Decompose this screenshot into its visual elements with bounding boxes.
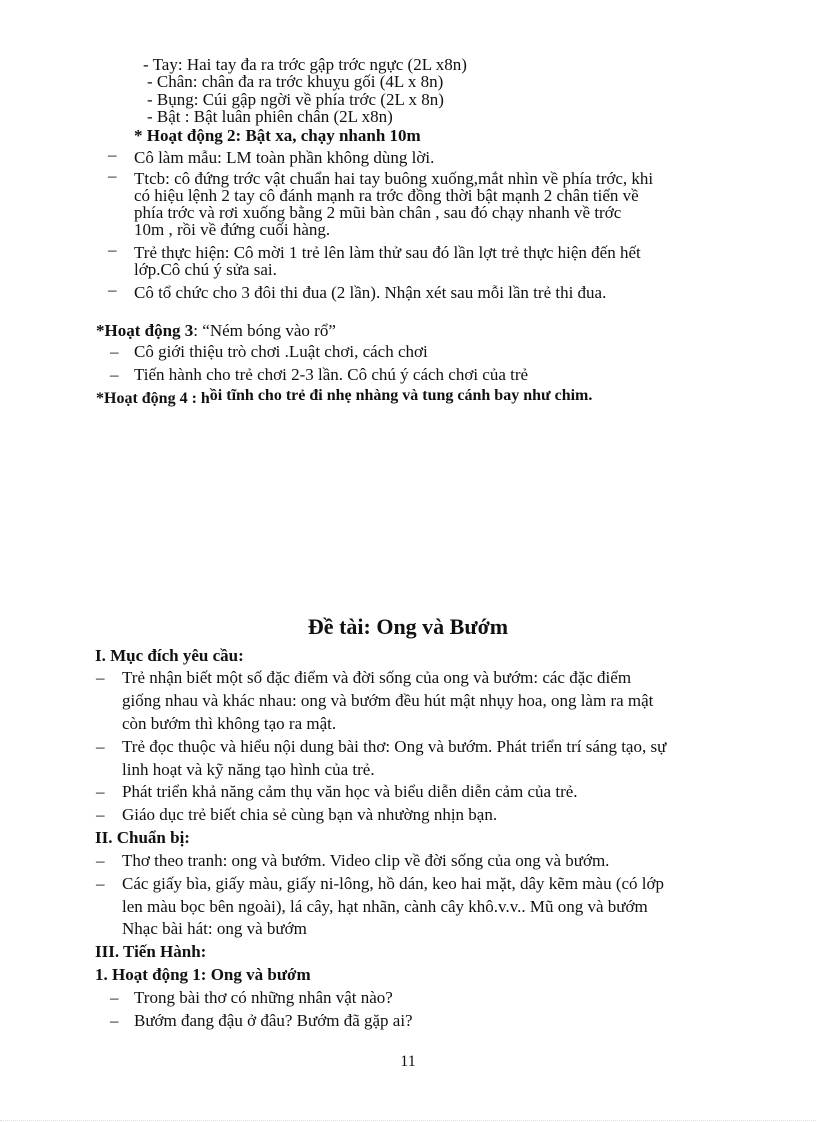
goal-line: còn bướm thì không tạo ra mật. bbox=[122, 714, 337, 733]
question-item: Bướm đang đậu ở đâu? Bướm đã gặp ai? bbox=[134, 1011, 413, 1030]
activity2-heading: * Hoạt động 2: Bật xa, chạy nhanh 10m bbox=[134, 126, 421, 145]
prep-line: Thơ theo tranh: ong và bướm. Video clip về đời sống của ong và bướm. bbox=[122, 851, 610, 870]
bullet-dash: – bbox=[96, 782, 105, 801]
activity2-item-line: 10m , rồi về đứng cuối hàng. bbox=[134, 220, 331, 239]
exercise-arms: - Tay: Hai tay đa ra trớc gập trớc ngực (2L x8n) bbox=[143, 55, 467, 74]
bullet-dash: – bbox=[110, 1011, 119, 1030]
goal-line: Giáo dục trẻ biết chia sẻ cùng bạn và nhường nhịn bạn. bbox=[122, 805, 498, 824]
goal-line: giống nhau và khác nhau: ong và bướm đều hút mật nhụy hoa, ong làm ra mật bbox=[122, 691, 654, 710]
page-number: 11 bbox=[400, 1053, 416, 1070]
bullet-dash: – bbox=[110, 988, 119, 1007]
activity4-label: *Hoạt động 4 : h bbox=[96, 390, 210, 407]
section-heading-prep: II. Chuẩn bị: bbox=[95, 828, 190, 847]
activity3-text: : “Ném bóng vào rổ” bbox=[193, 321, 336, 340]
activity3-label: *Hoạt động 3 bbox=[96, 321, 194, 340]
activity3-heading bbox=[96, 321, 336, 341]
exercise-belly: - Bụng: Cúi gập ngời về phía trớc (2L x 8n) bbox=[147, 90, 444, 109]
bullet-dash: – bbox=[108, 145, 117, 164]
activity2-item-line: Trẻ thực hiện: Cô mời 1 trẻ lên làm thử sau đó lần lợt trẻ thực hiện đến hết bbox=[134, 243, 641, 262]
activity3-item: Cô giới thiệu trò chơi .Luật chơi, cách chơi bbox=[134, 342, 428, 361]
activity4-text: ồi tĩnh cho trẻ đi nhẹ nhàng và tung cánh bay như chim. bbox=[209, 387, 593, 404]
activity2-item-line: có hiệu lệnh 2 tay cô đánh mạnh ra trớc đồng thời bật mạnh 2 chân tiến về bbox=[134, 186, 639, 205]
bullet-dash: – bbox=[108, 280, 117, 299]
bullet-dash: – bbox=[110, 365, 119, 384]
exercise-jump: - Bật : Bật luân phiên chân (2L x8n) bbox=[147, 107, 393, 126]
goal-line: Phát triển khả năng cảm thụ văn học và biểu diễn diễn cảm của trẻ. bbox=[122, 782, 578, 801]
bullet-dash: – bbox=[96, 851, 105, 870]
activity3-item: Tiến hành cho trẻ chơi 2-3 lần. Cô chú ý cách chơi của trẻ bbox=[134, 365, 529, 384]
prep-line: Các giấy bìa, giấy màu, giấy ni-lông, hồ dán, keo hai mặt, dây kẽm màu (có lớp bbox=[122, 874, 664, 893]
bullet-dash: – bbox=[110, 342, 119, 361]
goal-line: Trẻ đọc thuộc và hiểu nội dung bài thơ: Ong và bướm. Phát triển trí sáng tạo, sự bbox=[122, 737, 667, 756]
page-title: Đề tài: Ong và Bướm bbox=[307, 614, 509, 639]
question-item: Trong bài thơ có những nhân vật nào? bbox=[134, 988, 393, 1007]
bullet-dash: – bbox=[96, 805, 105, 824]
prep-line: Nhạc bài hát: ong và bướm bbox=[122, 919, 307, 938]
activity4-heading bbox=[96, 389, 592, 409]
activity2-item-line: Ttcb: cô đứng trớc vật chuẩn hai tay buông xuống,mắt nhìn về phía trớc, khi bbox=[134, 169, 654, 188]
exercise-legs: - Chân: chân đa ra trớc khuỵu gối (4L x 8n) bbox=[147, 72, 444, 91]
activity2-item-line: Cô làm mẫu: LM toàn phần không dùng lời. bbox=[134, 148, 435, 167]
bullet-dash: – bbox=[96, 668, 105, 687]
activity2-item-line: lớp.Cô chú ý sửa sai. bbox=[134, 260, 277, 279]
activity2-item-line: phía trớc và rơi xuống bằng 2 mũi bàn chân , sau đó chạy nhanh về trớc bbox=[134, 203, 622, 222]
bullet-dash: – bbox=[96, 737, 105, 756]
section-heading-procedure: III. Tiến Hành: bbox=[95, 942, 207, 961]
bullet-dash: – bbox=[96, 874, 105, 893]
bullet-dash: – bbox=[108, 166, 117, 185]
section-heading-goals: I. Mục đích yêu cầu: bbox=[95, 646, 244, 665]
bullet-dash: – bbox=[108, 240, 117, 259]
page-edge-divider bbox=[0, 1120, 816, 1121]
goal-line: linh hoạt và kỹ năng tạo hình của trẻ. bbox=[122, 760, 375, 779]
activity1-heading: 1. Hoạt động 1: Ong và bướm bbox=[95, 965, 311, 984]
goal-line: Trẻ nhận biết một số đặc điểm và đời sống của ong và bướm: các đặc điểm bbox=[122, 668, 632, 687]
prep-line: len màu bọc bên ngoài), lá cây, hạt nhãn, cành cây khô.v.v.. Mũ ong và bướm bbox=[122, 897, 648, 916]
activity2-item-line: Cô tổ chức cho 3 đôi thi đua (2 lần). Nhận xét sau mỗi lần trẻ thi đua. bbox=[134, 283, 607, 302]
